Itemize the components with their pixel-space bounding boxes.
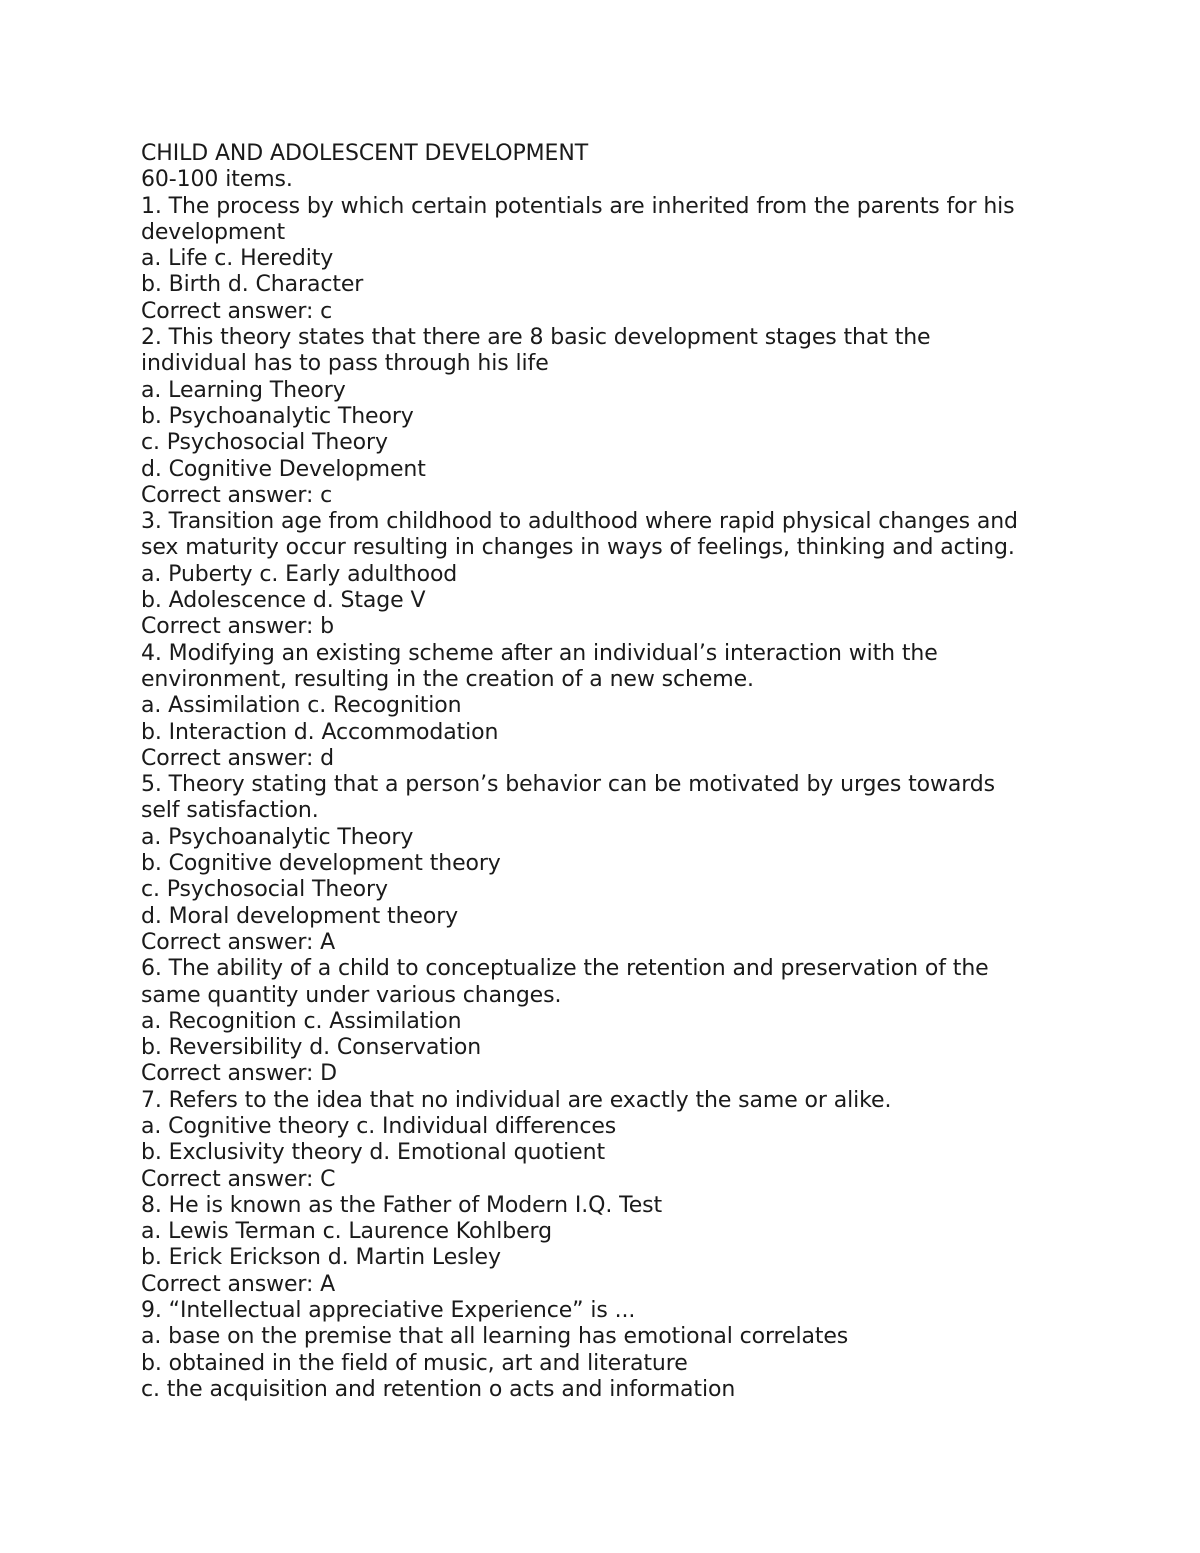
option-line: b. Psychoanalytic Theory [141,403,414,429]
correct-answer-line: Correct answer: A [141,1271,336,1297]
option-line: b. Birth d. Character [141,272,364,298]
option-line: b. Erick Erickson d. Martin Lesley [141,1245,501,1271]
option-line: b. Exclusivity theory d. Emotional quotient [141,1140,605,1166]
question-line: 5. Theory stating that a person’s behavior can be motivated by urges towards [141,772,996,798]
text-line: sex maturity occur resulting in changes in ways of feelings, thinking and acting. [141,535,1015,561]
text-line: environment, resulting in the creation of a new scheme. [141,666,754,692]
document-subtitle: 60-100 items. [141,167,293,193]
document-title: CHILD AND ADOLESCENT DEVELOPMENT [141,141,589,166]
correct-answer-line: Correct answer: d [141,745,335,771]
text-line: development [141,219,286,245]
option-line: a. Assimilation c. Recognition [141,693,462,719]
text-line: individual has to pass through his life [141,351,549,377]
option-line: b. Cognitive development theory [141,851,501,877]
option-line: a. Recognition c. Assimilation [141,1008,462,1034]
text-line: same quantity under various changes. [141,982,562,1008]
correct-answer-line: Correct answer: b [141,614,335,640]
option-line: b. Interaction d. Accommodation [141,719,499,745]
option-line: a. Psychoanalytic Theory [141,824,414,850]
question-line: 8. He is known as the Father of Modern I.Q. Test [141,1192,663,1218]
correct-answer-line: Correct answer: D [141,1061,338,1087]
question-line: 4. Modifying an existing scheme after an individual’s interaction with the [141,640,938,666]
option-line: a. Cognitive theory c. Individual differences [141,1113,617,1139]
correct-answer-line: Correct answer: c [141,298,333,324]
question-line: 2. This theory states that there are 8 basic development stages that the [141,325,931,351]
correct-answer-line: Correct answer: c [141,482,333,508]
option-line: b. obtained in the field of music, art and literature [141,1350,688,1376]
option-line: c. Psychosocial Theory [141,877,388,903]
option-line: a. Learning Theory [141,377,346,403]
option-line: d. Moral development theory [141,903,459,929]
option-line: a. Lewis Terman c. Laurence Kohlberg [141,1219,552,1245]
text-line: self satisfaction. [141,798,319,824]
document-body [141,141,1081,1403]
question-line: 1. The process by which certain potentials are inherited from the parents for his [141,193,1015,219]
correct-answer-line: Correct answer: A [141,929,336,955]
option-line: b. Adolescence d. Stage V [141,588,426,614]
option-line: d. Cognitive Development [141,456,426,482]
question-line: 9. “Intellectual appreciative Experience” is ... [141,1298,636,1324]
question-line: 3. Transition age from childhood to adulthood where rapid physical changes and [141,509,1018,535]
option-line: c. the acquisition and retention o acts and information [141,1376,736,1402]
correct-answer-line: Correct answer: C [141,1166,336,1192]
option-line: c. Psychosocial Theory [141,430,388,456]
option-line: a. Puberty c. Early adulthood [141,561,458,587]
question-list [141,194,1081,1404]
option-line: a. Life c. Heredity [141,246,334,272]
option-line: a. base on the premise that all learning has emotional correlates [141,1324,849,1350]
question-line: 6. The ability of a child to conceptualize the retention and preservation of the [141,956,989,982]
option-line: b. Reversibility d. Conservation [141,1035,482,1061]
question-line: 7. Refers to the idea that no individual are exactly the same or alike. [141,1087,892,1113]
